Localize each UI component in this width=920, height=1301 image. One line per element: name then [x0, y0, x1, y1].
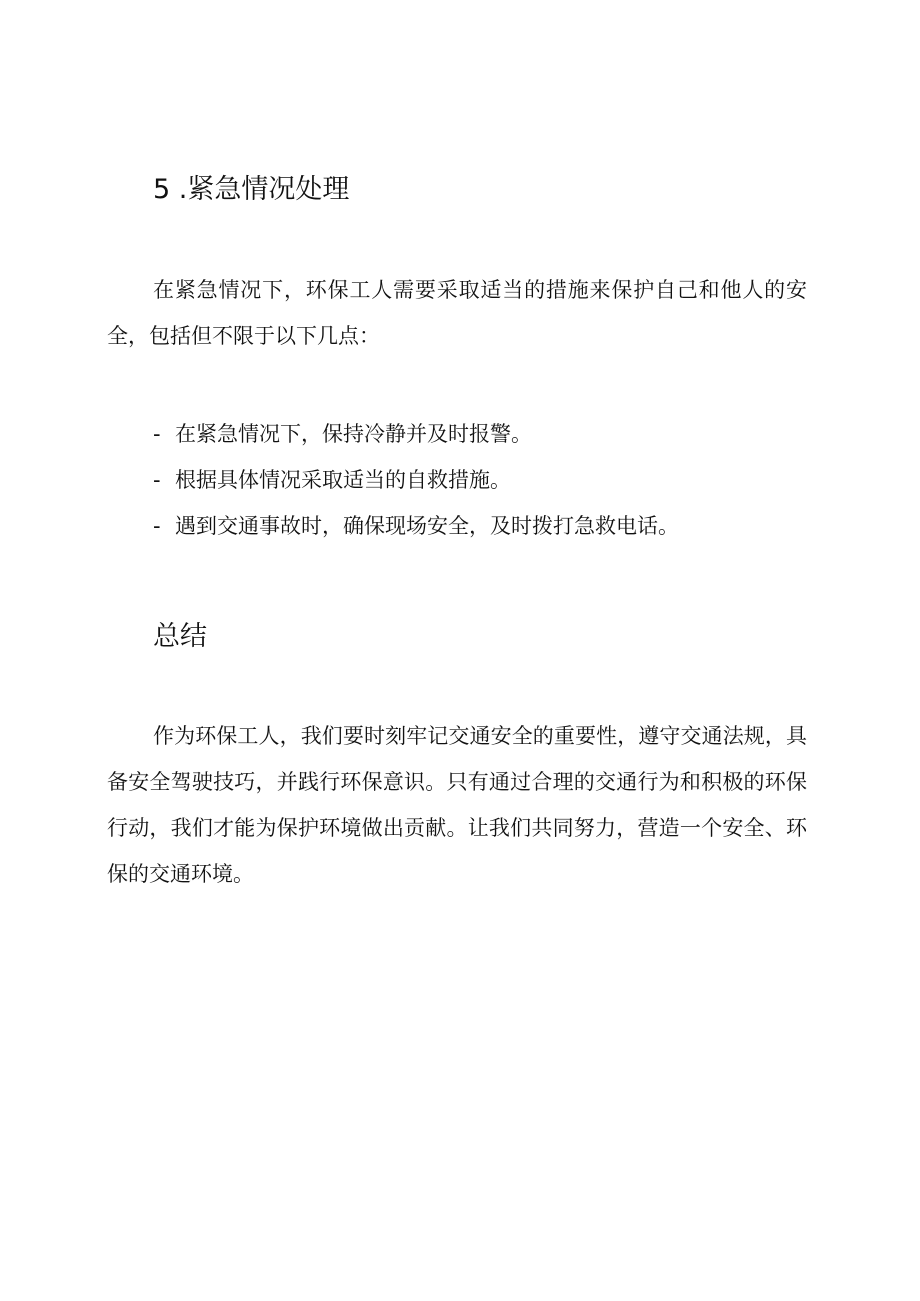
- emergency-intro-paragraph: 在紧急情况下，环保工人需要采取适当的措施来保护自己和他人的安全，包括但不限于以下几点：: [107, 278, 807, 348]
- bullet-text: 根据具体情况采取适当的自救措施。: [175, 468, 511, 492]
- bullet-dash: -: [153, 468, 161, 492]
- section-heading-emergency: 5 .紧急情况处理: [153, 174, 350, 205]
- section-heading-summary: 总结: [153, 621, 207, 652]
- bullet-dash: -: [153, 514, 161, 538]
- emergency-bullet-list: [153, 411, 679, 549]
- bullet-item: [153, 503, 679, 549]
- bullet-text: 在紧急情况下，保持冷静并及时报警。: [175, 422, 532, 446]
- bullet-dash: -: [153, 422, 161, 446]
- bullet-item: [153, 411, 679, 457]
- bullet-item: [153, 457, 679, 503]
- bullet-text: 遇到交通事故时，确保现场安全，及时拨打急救电话。: [175, 514, 679, 538]
- summary-paragraph: 作为环保工人，我们要时刻牢记交通安全的重要性，遵守交通法规，具备安全驾驶技巧，并践行环保意识。只有通过合理的交通行为和积极的环保行动，我们才能为保护环境做出贡献。让我们共同努力，营造一个安全、环保的交通环境。: [107, 724, 807, 886]
